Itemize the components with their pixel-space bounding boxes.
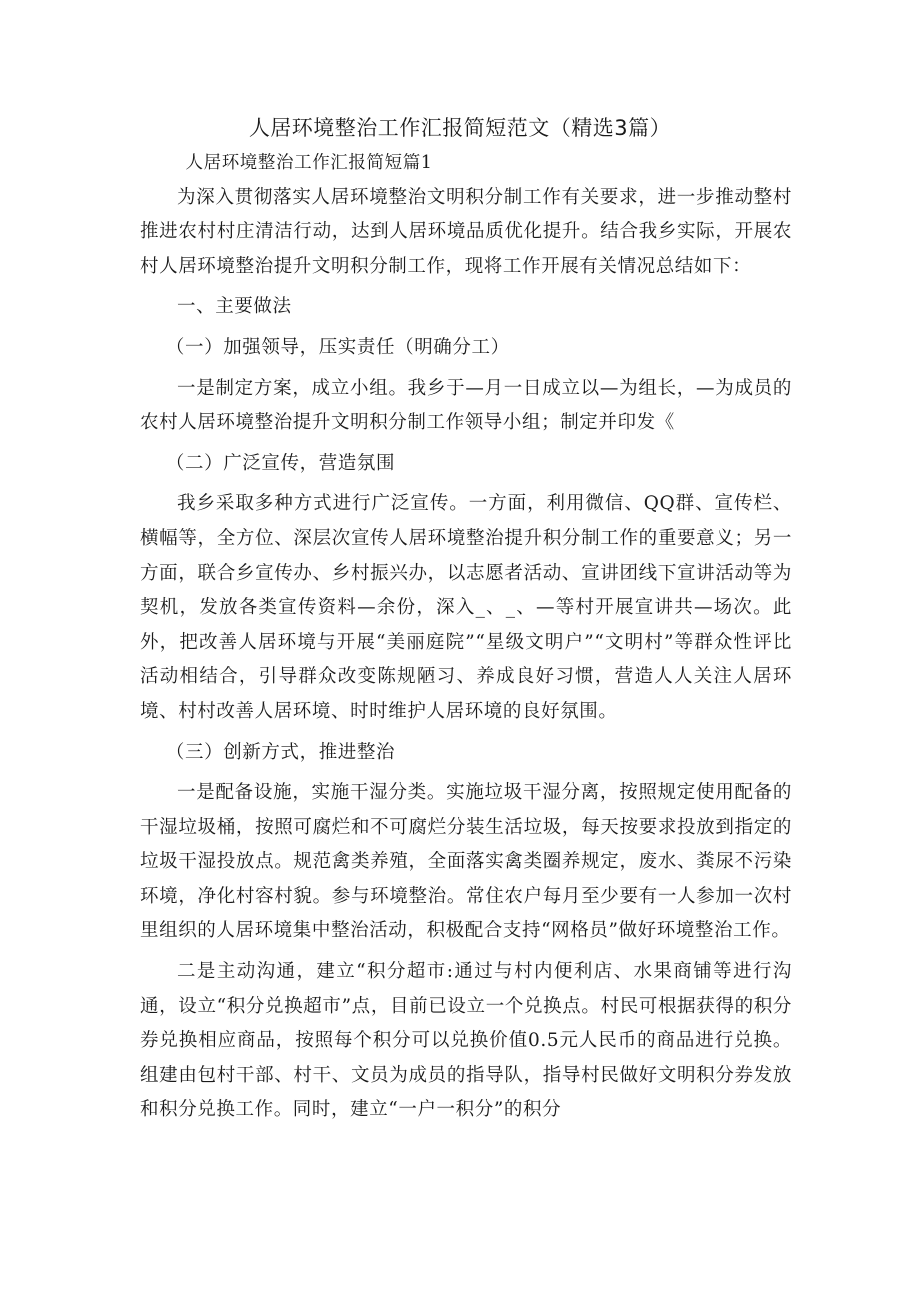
- section-subtitle: 人居环境整治工作汇报简短篇1: [185, 153, 433, 173]
- subheading-publicity: （二）广泛宣传，营造氛围: [165, 452, 396, 474]
- paragraph-facilities: 一是配备设施，实施干湿分类。实施垃圾干湿分离，按照规定使用配备的干湿垃圾桶，按照可腐烂和不可腐烂分装生活垃圾，每天按要求投放到指定的垃圾干湿投放点。规范禽类养殖，全面落实禽类圈养规定，废水、粪尿不污染环境，净化村容村貌。参与环境整治。常住农户每月至少要有一人参加一次村里组织的人居环境集中整治活动，积极配合支持“网格员”做好环境整治工作。: [140, 782, 792, 942]
- document-title: 人居环境整治工作汇报简短范文（精选3篇）: [248, 116, 672, 140]
- paragraph-publicity: 我乡采取多种方式进行广泛宣传。一方面，利用微信、QQ群、宣传栏、横幅等，全方位、深层次宣传人居环境整治提升积分制工作的重要意义；另一方面，联合乡宣传办、乡村振兴办，以志愿者活动、宣讲团线下宣讲活动等为契机，发放各类宣传资料—余份，深入_、_、—等村开展宣讲共—场次。此外，把改善人居环境与开展“美丽庭院”“星级文明户”“文明村”等群众性评比活动相结合，引导群众改变陈规陋习、养成良好习惯，营造人人关注人居环境、村村改善人居环境、时时维护人居环境的良好氛围。: [140, 493, 792, 722]
- paragraph-points-market: 二是主动沟通，建立“积分超市:通过与村内便利店、水果商铺等进行沟通，设立“积分兑换超市”点，目前已设立一个兑换点。村民可根据获得的积分券兑换相应商品，按照每个积分可以兑换价值0.5元人民币的商品进行兑换。组建由包村干部、村干、文员为成员的指导队，指导村民做好文明积分券发放和积分兑换工作。同时，建立“一户一积分”的积分: [140, 961, 792, 1121]
- subheading-innovation: （三）创新方式，推进整治: [165, 741, 396, 763]
- subheading-leadership: （一）加强领导，压实责任（明确分工）: [165, 336, 510, 358]
- paragraph-plan: 一是制定方案，成立小组。我乡于—月一日成立以—为组长，—为成员的农村人居环境整治提升文明积分制工作领导小组；制定并印发《: [140, 377, 792, 434]
- intro-paragraph: 为深入贯彻落实人居环境整治文明积分制工作有关要求，进一步推动整村推进农村村庄清洁行动，达到人居环境品质优化提升。结合我乡实际，开展农村人居环境整治提升文明积分制工作，现将工作开展有关情况总结如下：: [140, 186, 792, 277]
- document-body: [140, 146, 792, 1128]
- heading-main-practices: 一、主要做法: [177, 296, 292, 318]
